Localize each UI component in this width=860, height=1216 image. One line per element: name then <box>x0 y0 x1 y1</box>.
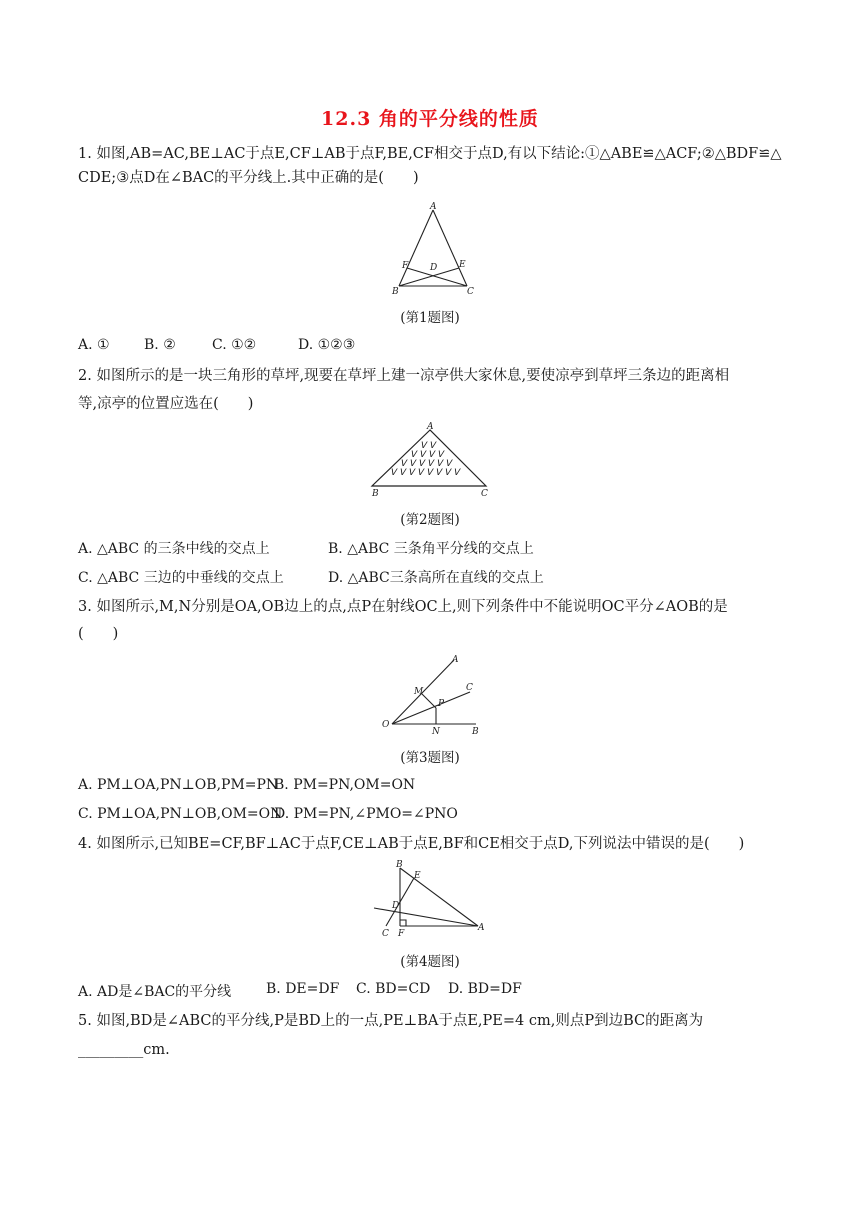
q3-stem-line2: ( ) <box>78 626 119 642</box>
q1-option-b[interactable]: B. ② <box>144 337 176 353</box>
q4-caption: (第4题图) <box>400 954 460 970</box>
q3-option-b[interactable]: B. PM=PN,OM=ON <box>274 777 416 793</box>
q2-option-b[interactable]: B. △ABC 三条角平分线的交点上 <box>328 541 534 557</box>
q1-stem-line1: 1. 如图,AB=AC,BE⊥AC于点E,CF⊥AB于点F,BE,CF相交于点D,有以下结论:①△ABE≌△ACF;②△BDF≌△ <box>78 146 782 162</box>
q4-option-a[interactable]: A. AD是∠BAC的平分线 <box>78 984 232 1000</box>
q3-label-c: C <box>466 683 473 693</box>
q5-stem-line2[interactable]: _________cm. <box>78 1042 170 1058</box>
q2-label-c: C <box>481 489 488 499</box>
q1-option-c[interactable]: C. ①② <box>212 337 257 353</box>
q3-label-m: M <box>414 687 424 697</box>
q2-label-a: A <box>427 422 434 432</box>
q4-label-b: B <box>396 860 403 870</box>
q3-label-o: O <box>382 720 390 730</box>
q2-option-a[interactable]: A. △ABC 的三条中线的交点上 <box>78 541 270 557</box>
q3-option-a[interactable]: A. PM⊥OA,PN⊥OB,PM=PN <box>78 777 279 793</box>
q4-label-a: A <box>478 923 485 933</box>
q4-stem-line1: 4. 如图所示,已知BE=CF,BF⊥AC于点F,CE⊥AB于点E,BF和CE相交于点D,下列说法中错误的是( ) <box>78 836 745 852</box>
q3-stem-line1: 3. 如图所示,M,N分别是OA,OB边上的点,点P在射线OC上,则下列条件中不能说明OC平分∠AOB的是 <box>78 599 728 615</box>
q1-label-e: E <box>459 260 466 270</box>
q3-label-a: A <box>452 655 459 665</box>
q2-stem-line2: 等,凉亭的位置应选在( ) <box>78 396 254 412</box>
q4-label-c: C <box>382 929 389 939</box>
svg-text:ᐯ ᐯ: ᐯ ᐯ <box>420 441 436 451</box>
q1-label-d: D <box>430 263 438 273</box>
q2-option-d[interactable]: D. △ABC三条高所在直线的交点上 <box>328 570 544 586</box>
svg-text:ᐯ ᐯ ᐯ ᐯ ᐯ ᐯ ᐯ ᐯ: ᐯ ᐯ ᐯ ᐯ ᐯ ᐯ ᐯ ᐯ <box>390 468 460 478</box>
svg-text:ᐯ ᐯ ᐯ ᐯ: ᐯ ᐯ ᐯ ᐯ <box>410 450 444 460</box>
q3-caption: (第3题图) <box>400 750 460 766</box>
q3-figure <box>368 650 492 736</box>
q2-caption: (第2题图) <box>400 512 460 528</box>
q1-caption: (第1题图) <box>400 310 460 326</box>
q4-figure <box>370 860 496 940</box>
q1-option-a[interactable]: A. ① <box>78 337 110 353</box>
q4-option-d[interactable]: D. BD=DF <box>448 981 522 997</box>
q3-option-d[interactable]: D. PM=PN,∠PMO=∠PNO <box>274 806 458 822</box>
svg-text:ᐯ ᐯ ᐯ ᐯ ᐯ ᐯ: ᐯ ᐯ ᐯ ᐯ ᐯ ᐯ <box>400 459 452 469</box>
q1-label-f: F <box>402 261 409 271</box>
q2-stem-line1: 2. 如图所示的是一块三角形的草坪,现要在草坪上建一凉亭供大家休息,要使凉亭到草坪三条边的距离相 <box>78 368 730 384</box>
q4-option-b[interactable]: B. DE=DF <box>266 981 340 997</box>
q1-label-b: B <box>392 287 399 297</box>
q4-label-f: F <box>398 929 405 939</box>
q2-figure <box>360 420 500 500</box>
q1-label-a: A <box>430 202 437 212</box>
q3-label-b: B <box>472 727 479 736</box>
q5-stem-line1: 5. 如图,BD是∠ABC的平分线,P是BD上的一点,PE⊥BA于点E,PE=4 cm,则点P到边BC的距离为 <box>78 1013 704 1029</box>
q1-figure <box>385 200 485 298</box>
q1-option-d[interactable]: D. ①②③ <box>298 337 356 353</box>
page-title: 12.3 角的平分线的性质 <box>321 108 539 130</box>
q2-label-b: B <box>372 489 379 499</box>
q2-option-c[interactable]: C. △ABC 三边的中垂线的交点上 <box>78 570 284 586</box>
q4-option-c[interactable]: C. BD=CD <box>356 981 431 997</box>
q1-label-c: C <box>467 287 474 297</box>
q3-option-c[interactable]: C. PM⊥OA,PN⊥OB,OM=ON <box>78 806 283 822</box>
q4-label-d: D <box>392 901 400 911</box>
q4-label-e: E <box>414 871 421 881</box>
q1-stem-line2: CDE;③点D在∠BAC的平分线上.其中正确的是( ) <box>78 170 419 186</box>
q3-label-n: N <box>432 727 440 736</box>
q3-label-p: P <box>438 699 445 709</box>
